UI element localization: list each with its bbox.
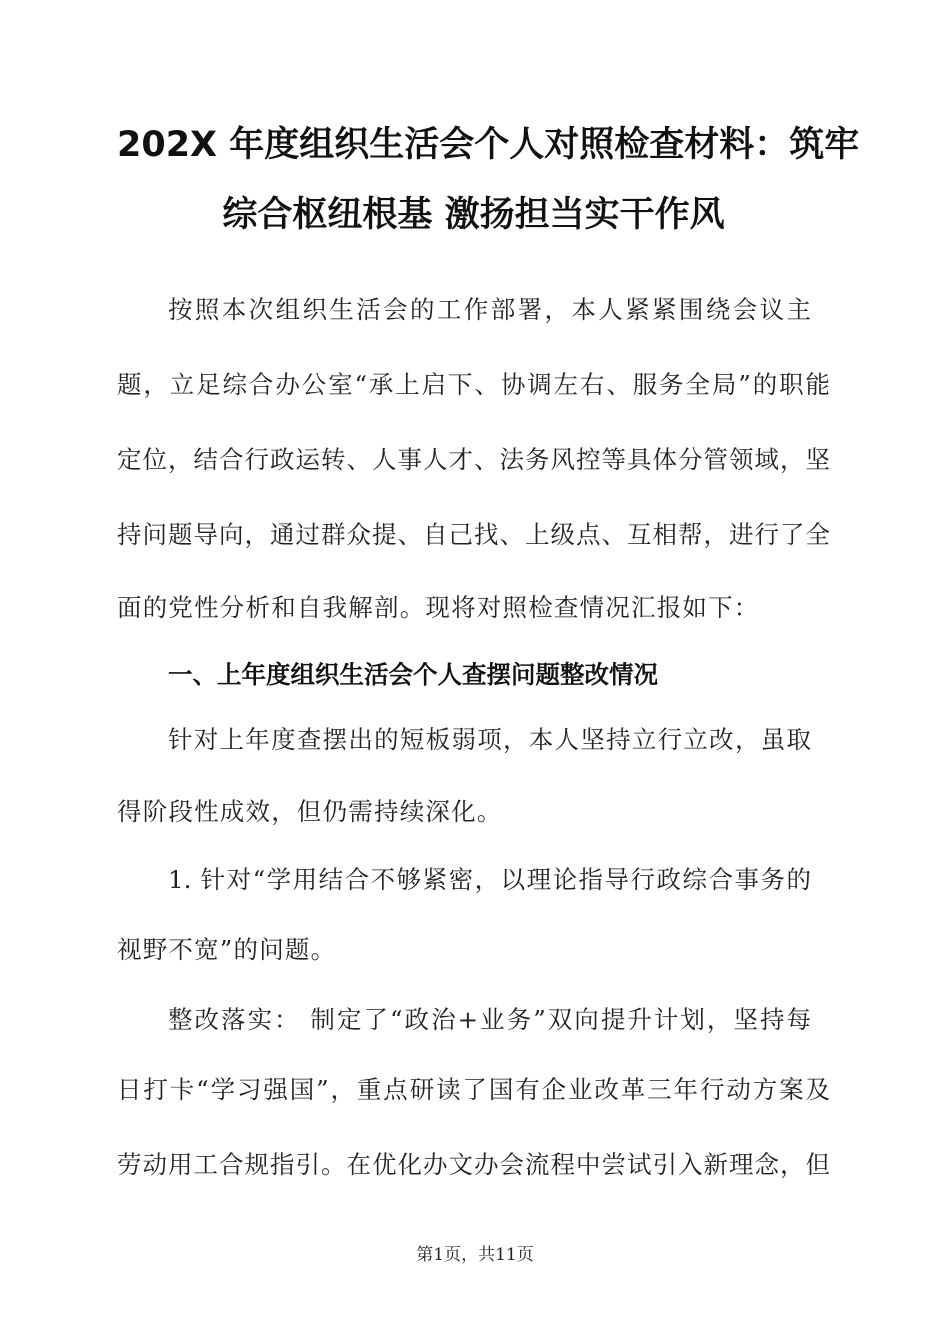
paragraph-line: 整改落实： 制定了“政治+业务”双向提升计划，坚持每 [168, 1005, 811, 1034]
paragraph-line: 按照本次组织生活会的工作部署，本人紧紧围绕会议主 [168, 295, 811, 324]
paragraph-line: 得阶段性成效，但仍需持续深化。 [117, 797, 503, 826]
paragraph-line: 针对上年度查摆出的短板弱项，本人坚持立行立改，虽取 [168, 725, 811, 754]
paragraph-line: 持问题导向，通过群众提、自己找、上级点、互相帮，进行了全 [117, 520, 830, 549]
document-title-line-1: 202X 年度组织生活会个人对照检查材料：筑牢 [117, 125, 860, 165]
paragraph-line: 劳动用工合规指引。在优化办文办会流程中尝试引入新理念，但 [117, 1150, 830, 1179]
page-indicator: 第1页，共11页 [416, 1245, 534, 1265]
paragraph-line: 面的党性分析和自我解剖。现将对照检查情况汇报如下： [117, 593, 760, 622]
paragraph-line: 视野不宽”的问题。 [117, 935, 337, 964]
paragraph-line: 题，立足综合办公室“承上启下、协调左右、服务全局”的职能 [117, 370, 830, 399]
paragraph-line: 1. 针对“学用结合不够紧密，以理论指导行政综合事务的 [168, 865, 811, 894]
document-title-line-2: 综合枢纽根基 激扬担当实干作风 [222, 195, 725, 235]
paragraph-line: 日打卡“学习强国”，重点研读了国有企业改革三年行动方案及 [117, 1075, 830, 1104]
paragraph-line: 定位，结合行政运转、人事人才、法务风控等具体分管领域，坚 [117, 445, 830, 474]
section-heading: 一、上年度组织生活会个人查摆问题整改情况 [168, 660, 658, 689]
